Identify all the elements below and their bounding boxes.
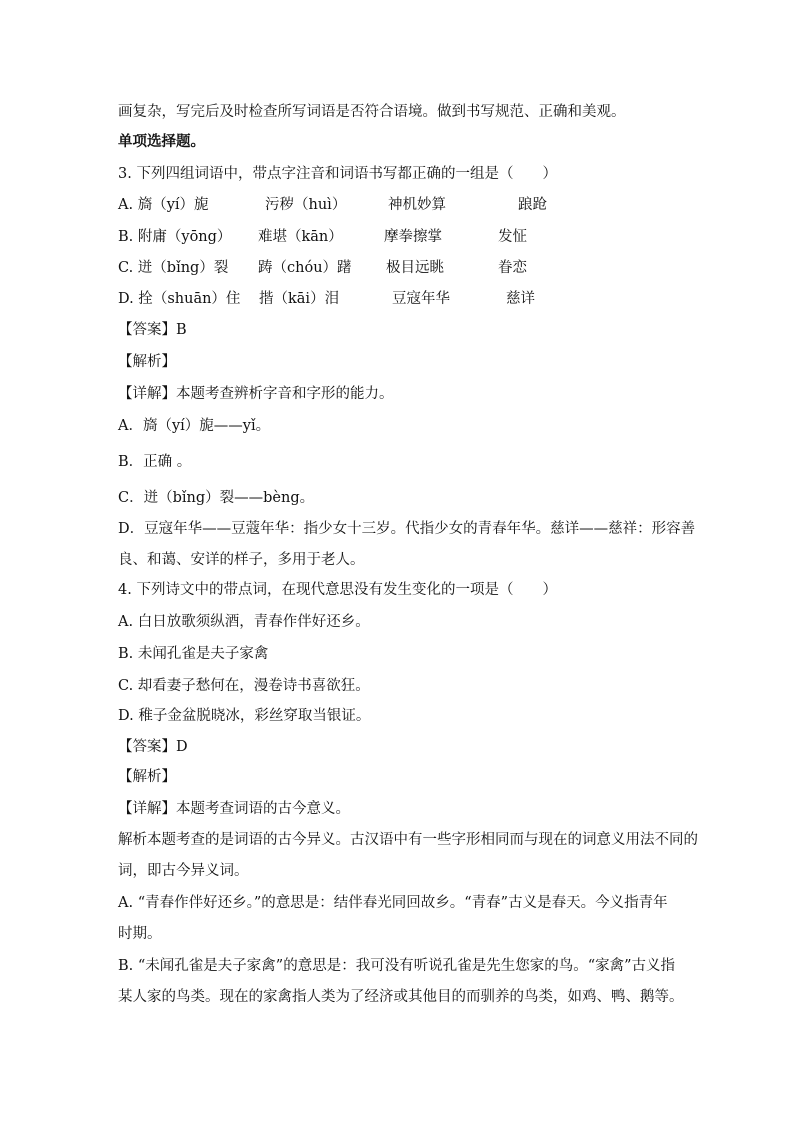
analysis-label: 【解析】 xyxy=(118,769,176,785)
analysis-label: 【解析】 xyxy=(118,354,176,370)
q4-option-a: A. 白日放歌须纵酒，青春作伴好还乡。 xyxy=(118,614,370,630)
option-c-word-3: 极目远眺 xyxy=(386,260,444,276)
question-4-stem: 4. 下列诗文中的带点词，在现代意思没有发生变化的一项是（ ） xyxy=(118,582,557,598)
detail-line: 【详解】本题考查辨析字音和字形的能力。 xyxy=(118,386,394,402)
option-d-word-1: D. 拴（shuān）住 xyxy=(118,291,241,307)
answer-label: 【答案】D xyxy=(118,739,188,755)
option-c-word-1: C. 迸（bǐng）裂 xyxy=(118,260,229,276)
answer-label: 【答案】B xyxy=(118,322,187,338)
explanation-d-cont: 良、和蔼、安详的样子，多用于老人。 xyxy=(118,552,365,568)
q4-option-d: D. 稚子金盆脱晓冰，彩丝穿取当银证。 xyxy=(118,708,371,724)
paragraph-line: 解析本题考查的是词语的古今异义。古汉语中有一些字形相同而与现在的词意义用法不同的 xyxy=(118,832,698,848)
detail-line: 【详解】本题考查词语的古今意义。 xyxy=(118,801,350,817)
q4-option-c: C. 却看妻子愁何在，漫卷诗书喜欲狂。 xyxy=(118,678,370,694)
option-a-word-2: 污秽（huì） xyxy=(265,197,347,213)
paragraph-line: A. “青春作伴好还乡。”的意思是：结伴春光同回故乡。“青春”古义是春天。今义指青年 xyxy=(118,895,668,911)
option-c-word-4: 眷恋 xyxy=(498,260,527,276)
paragraph-line: 时期。 xyxy=(118,926,162,942)
explanation-d: D．豆寇年华——豆蔻年华：指少女十三岁。代指少女的青春年华。慈详——慈祥：形容善 xyxy=(118,521,696,537)
paragraph-line: 某人家的鸟类。现在的家禽指人类为了经济或其他目的而驯养的鸟类，如鸡、鸭、鹅等。 xyxy=(118,989,684,1005)
option-d-word-4: 慈详 xyxy=(506,291,535,307)
option-c-word-2: 踌（chóu）躇 xyxy=(258,260,352,276)
option-b-word-2: 难堪（kān） xyxy=(258,229,343,245)
question-3-stem: 3. 下列四组词语中，带点字注音和词语书写都正确的一组是（ ） xyxy=(118,166,557,182)
option-b-word-4: 发怔 xyxy=(498,229,527,245)
option-d-word-3: 豆寇年华 xyxy=(392,291,450,307)
text-line: 画复杂，写完后及时检查所写词语是否符合语境。做到书写规范、正确和美观。 xyxy=(118,104,626,120)
option-a-word-1: A. 旖（yí）旎 xyxy=(118,197,209,213)
option-a-word-3: 神机妙算 xyxy=(388,197,446,213)
option-b-word-1: B. 附庸（yōng） xyxy=(118,229,232,245)
paragraph-line: B. “未闻孔雀是夫子家禽”的意思是：我可没有听说孔雀是先生您家的鸟。“家禽”古义指 xyxy=(118,958,676,974)
explanation-b: B．正确 。 xyxy=(118,454,192,470)
option-a-word-4: 踉跄 xyxy=(518,197,547,213)
q4-option-b: B. 未闻孔雀是夫子家禽 xyxy=(118,646,269,662)
explanation-c: C．迸（bǐng）裂——bèng。 xyxy=(118,490,315,506)
paragraph-line: 词，即古今异义词。 xyxy=(118,863,249,879)
section-heading: 单项选择题。 xyxy=(118,133,205,150)
option-d-word-2: 揩（kāi）泪 xyxy=(259,291,340,307)
explanation-a: A．旖（yí）旎——yǐ。 xyxy=(118,418,271,434)
option-b-word-3: 摩拳擦掌 xyxy=(384,229,442,245)
